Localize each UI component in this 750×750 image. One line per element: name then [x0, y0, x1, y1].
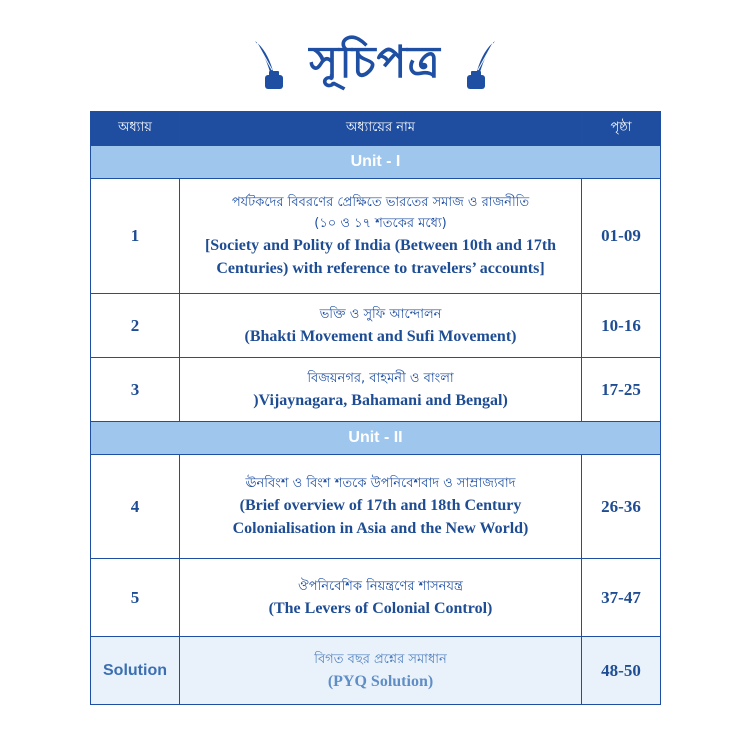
- chapter-name: [180, 179, 582, 294]
- chapter-title-bengali: পর্যটকদের বিবরণের প্রেক্ষিতে ভারতের সমাজ ও রাজনীতি: [231, 195, 530, 210]
- chapter-name: [180, 294, 582, 358]
- chapter-name: [180, 358, 582, 422]
- chapter-number: 4: [91, 455, 180, 559]
- chapter-title-english: )Vijaynagara, Bahamani and Bengal): [253, 391, 508, 409]
- chapter-number: 2: [91, 294, 180, 358]
- solution-title-bengali: বিগত বছর প্রশ্নের সমাধান: [314, 651, 447, 667]
- chapter-name: [180, 455, 582, 559]
- solution-row: [91, 637, 661, 705]
- table-header-row: [91, 112, 661, 146]
- header-page: পৃষ্ঠা: [582, 112, 661, 146]
- chapter-number: 5: [91, 559, 180, 637]
- chapter-title-bengali: ভক্তি ও সুফি আন্দোলন: [319, 306, 442, 322]
- chapter-number: 3: [91, 358, 180, 422]
- chapter-title-english-line2: Colonialisation in Asia and the New World): [232, 520, 529, 537]
- chapter-title-english: [Society and Polity of India (Between 10th and 17th: [204, 237, 557, 254]
- chapter-title-english: (Brief overview of 17th and 18th Century: [239, 497, 522, 514]
- chapter-title-bengali: ঔপনিবেশিক নিয়ন্ত্রণের শাসনযন্ত্র: [298, 578, 463, 594]
- chapter-title-english: (The Levers of Colonial Control): [268, 599, 493, 617]
- solution-pages: 48-50: [582, 637, 661, 705]
- header-chapter: অধ্যায়: [91, 112, 180, 146]
- table-row: [91, 559, 661, 637]
- chapter-pages: 01-09: [582, 179, 661, 294]
- chapter-title-bengali: ঊনবিংশ ও বিংশ শতকে উপনিবেশবাদ ও সাম্রাজ্যবাদ: [245, 476, 516, 491]
- solution-name: [180, 637, 582, 705]
- chapter-pages: 17-25: [582, 358, 661, 422]
- header-chapter-name: অধ্যায়ের নাম: [180, 112, 582, 146]
- table-row: [91, 358, 661, 422]
- unit-label: Unit - I: [91, 146, 661, 179]
- title-row: [0, 30, 750, 100]
- quill-inkpot-icon: [455, 37, 499, 93]
- page-title: সূচিপত্র: [309, 36, 441, 88]
- chapter-pages: 26-36: [582, 455, 661, 559]
- chapter-title-english: (Bhakti Movement and Sufi Movement): [244, 327, 517, 345]
- table-row: [91, 294, 661, 358]
- chapter-pages: 10-16: [582, 294, 661, 358]
- chapter-pages: 37-47: [582, 559, 661, 637]
- unit-row: [91, 422, 661, 455]
- chapter-name: [180, 559, 582, 637]
- chapter-title-english-line2: Centuries) with reference to travelers’ accounts]: [216, 260, 545, 277]
- quill-inkpot-icon: [251, 37, 295, 93]
- solution-label: Solution: [91, 637, 180, 705]
- table-row: [91, 179, 661, 294]
- unit-label: Unit - II: [91, 422, 661, 455]
- chapter-title-bengali-line2: (১০ ও ১৭ শতকের মধ্যে): [314, 216, 447, 231]
- chapter-title-bengali: বিজয়নগর, বাহমনী ও বাংলা: [307, 370, 454, 386]
- solution-title-english: (PYQ Solution): [327, 672, 434, 690]
- contents-table: [90, 111, 661, 705]
- table-row: [91, 455, 661, 559]
- unit-row: [91, 146, 661, 179]
- chapter-number: 1: [91, 179, 180, 294]
